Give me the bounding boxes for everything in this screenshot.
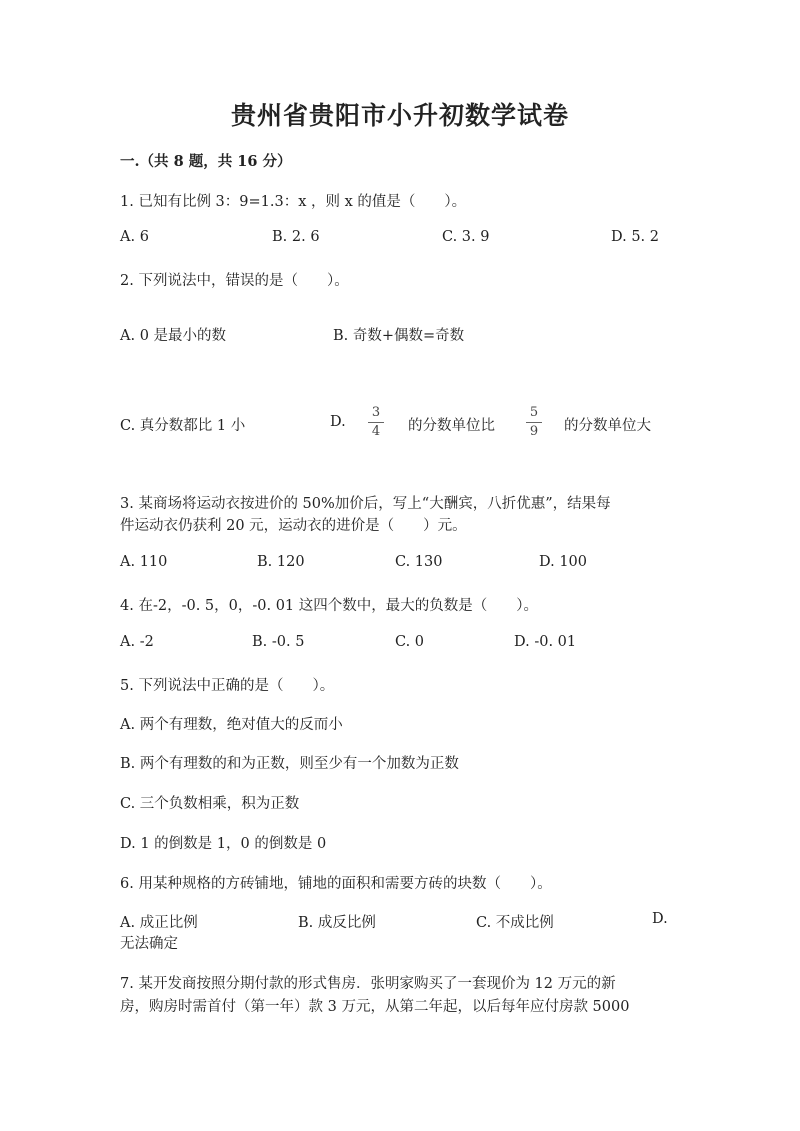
fraction-denominator: 9	[529, 424, 539, 439]
q1-option-d: D. 5. 2	[611, 229, 659, 245]
fraction-bar	[526, 422, 542, 423]
exam-title: 贵州省贵阳市小升初数学试卷	[230, 101, 569, 130]
q6-option-d: D.	[652, 911, 668, 927]
question-2-stem: 2. 下列说法中，错误的是（ ）。	[120, 273, 349, 289]
q5-option-c: C. 三个负数相乘，积为正数	[120, 796, 300, 812]
question-3-stem-line2: 件运动衣仍获利 20 元，运动衣的进价是（ ）元。	[120, 518, 467, 534]
q4-option-d: D. -0. 01	[514, 634, 577, 650]
q3-option-a: A. 110	[120, 554, 168, 570]
section-heading: 一.（共 8 题，共 16 分）	[120, 153, 292, 170]
q1-option-b: B. 2. 6	[272, 229, 320, 245]
fraction-bar	[368, 422, 384, 423]
q3-option-d: D. 100	[539, 554, 588, 570]
question-1-stem: 1. 已知有比例 3：9=1.3：x ，则 x 的值是（ ）。	[120, 194, 467, 210]
q4-option-b: B. -0. 5	[252, 634, 305, 650]
q2-option-d-label: D.	[330, 414, 346, 430]
q6-option-b: B. 成反比例	[298, 915, 376, 931]
q2-option-d-suffix: 的分数单位大	[564, 418, 651, 434]
question-7-stem-line1: 7. 某开发商按照分期付款的形式售房．张明家购买了一套现价为 12 万元的新	[120, 976, 616, 992]
fraction-denominator: 4	[371, 424, 381, 439]
question-7-stem-line2: 房，购房时需首付（第一年）款 3 万元，从第二年起，以后每年应付房款 5000	[120, 999, 630, 1015]
q5-option-b: B. 两个有理数的和为正数，则至少有一个加数为正数	[120, 756, 459, 772]
q5-option-a: A. 两个有理数，绝对值大的反而小	[120, 717, 343, 733]
q2-option-c: C. 真分数都比 1 小	[120, 418, 246, 434]
q1-option-a: A. 6	[120, 229, 149, 245]
q6-option-c: C. 不成比例	[476, 915, 554, 931]
q3-option-b: B. 120	[257, 554, 305, 570]
fraction-three-quarters	[366, 406, 386, 439]
q6-option-d-text: 无法确定	[120, 936, 178, 952]
fraction-numerator: 3	[371, 405, 381, 420]
fraction-five-ninths	[524, 406, 544, 439]
q4-option-c: C. 0	[395, 634, 425, 650]
question-5-stem: 5. 下列说法中正确的是（ ）。	[120, 678, 335, 694]
q1-option-c: C. 3. 9	[442, 229, 490, 245]
fraction-numerator: 5	[529, 405, 539, 420]
q6-option-a: A. 成正比例	[120, 915, 198, 931]
question-4-stem: 4. 在-2，-0. 5，0，-0. 01 这四个数中，最大的负数是（ ）。	[120, 598, 539, 614]
question-3-stem-line1: 3. 某商场将运动衣按进价的 50%加价后，写上“大酬宾，八折优惠”，结果每	[120, 496, 611, 512]
q4-option-a: A. -2	[120, 634, 154, 650]
q2-option-b: B. 奇数+偶数=奇数	[333, 328, 465, 344]
question-6-stem: 6. 用某种规格的方砖铺地，铺地的面积和需要方砖的块数（ ）。	[120, 876, 552, 892]
q3-option-c: C. 130	[395, 554, 443, 570]
q2-option-a: A. 0 是最小的数	[120, 328, 227, 344]
q5-option-d: D. 1 的倒数是 1，0 的倒数是 0	[120, 836, 327, 852]
q2-option-d-middle: 的分数单位比	[408, 418, 495, 434]
